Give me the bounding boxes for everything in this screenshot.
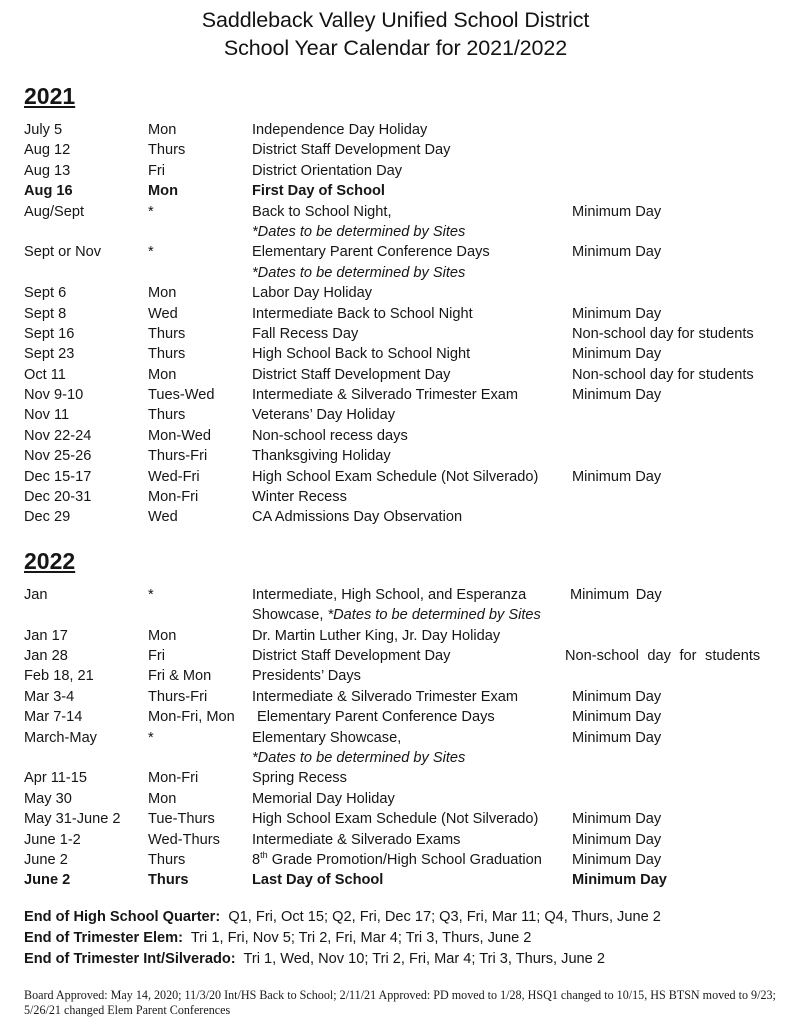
calendar-row [0,850,791,870]
row-description: Thanksgiving Holiday [252,448,391,465]
row-day: * [148,244,154,261]
row-note: Minimum Day [572,346,662,363]
row-day: Wed [148,509,178,526]
calendar-row [0,161,791,181]
row-description: Intermediate Back to School Night [252,305,473,322]
row-description: Last Day of School [252,872,384,889]
row-description: Fall Recess Day [252,325,359,342]
row-description: High School Exam Schedule (Not Silverado) [252,811,539,828]
row-description: Intermediate & Silverado Trimester Exam [252,387,519,404]
row-date: Aug 12 [24,142,71,159]
summary-value: Tri 1, Wed, Nov 10; Tri 2, Fri, Mar 4; Tri 3, Thurs, June 2 [243,950,605,967]
row-date: March-May [24,729,97,746]
row-date: Aug/Sept [24,203,85,220]
row-day: * [148,586,154,603]
row-day: Thurs [148,346,186,363]
row-day: Fri [148,647,166,664]
row-description: Spring Recess [252,770,347,787]
summary-line [24,928,791,949]
row-note: Minimum Day [570,586,662,603]
row-day: Mon-Fri, Mon [148,709,235,726]
calendar-sections [0,83,791,891]
document-title [0,0,791,62]
row-date: July 5 [24,122,63,138]
row-subnote: *Dates to be determined by Sites [252,264,466,281]
row-description: Independence Day Holiday [252,122,428,138]
row-description: CA Admissions Day Observation [252,509,463,526]
row-day: Fri & Mon [148,668,212,685]
row-description: District Staff Development Day [252,366,451,383]
row-description: High School Back to School Night [252,346,471,363]
calendar-row [0,626,791,646]
row-date: Jan [24,586,48,603]
row-day: * [148,203,154,220]
board-approval-footnote: Board Approved: May 14, 2020; 11/3/20 Int/HS Back to School; 2/11/21 Approved: PD moved to 1/28, HSQ1 changed to 10/15, HS BTSN moved to 9/23; 5/26/21 changed Elem Parent Conferences [24,988,776,1017]
title-line-2: School Year Calendar for 2021/2022 [223,36,568,60]
row-description: Intermediate & Silverado Exams [252,831,461,848]
row-date: Apr 11-15 [24,770,88,787]
year-heading-2021: 2021 [24,83,76,109]
row-date: Jan 17 [24,627,68,644]
row-day: Thurs [148,407,186,424]
calendar-row [0,487,791,507]
row-note: Minimum Day [572,203,662,220]
year-heading-2022: 2022 [24,547,76,574]
row-subnote-prefix: Showcase, [252,607,328,624]
row-date: Nov 11 [24,407,70,424]
row-description: Elementary Parent Conference Days [257,709,495,726]
row-date: Sept 16 [24,325,75,342]
ordinal-superscript: th [260,850,268,861]
summary-value: Q1, Fri, Oct 15; Q2, Fri, Dec 17; Q3, Fri, Mar 11; Q4, Thurs, June 2 [228,908,661,925]
row-date: Dec 20-31 [24,489,92,506]
row-note: Non-school day for students [565,647,761,664]
row-date: Feb 18, 21 [24,668,94,685]
calendar-row [0,304,791,324]
row-day: Mon [148,285,177,302]
row-day: Mon [148,790,177,807]
calendar-row [0,344,791,364]
calendar-row [0,809,791,829]
row-description: Elementary Showcase, [252,729,402,746]
calendar-subrow [0,222,791,242]
row-date: Sept 6 [24,285,67,302]
row-day: Mon [148,366,177,383]
row-day: Thurs [148,325,186,342]
row-day: Thurs-Fri [148,688,208,705]
row-subnote: *Dates to be determined by Sites [252,223,466,240]
calendar-rows-2021 [0,120,791,528]
row-date: Mar 3-4 [24,688,75,705]
row-note: Minimum Day [572,872,667,889]
row-description: First Day of School [252,183,385,200]
row-day: Thurs [148,851,186,868]
row-date: June 1-2 [24,831,81,848]
calendar-row [0,830,791,850]
calendar-row [0,405,791,425]
row-description: Memorial Day Holiday [252,790,395,807]
summary-line [24,907,791,928]
row-note: Minimum Day [572,468,662,485]
calendar-row [0,728,791,748]
calendar-row [0,666,791,686]
row-description: Back to School Night, [252,203,392,220]
calendar-row [0,789,791,809]
row-description: Labor Day Holiday [252,285,373,302]
row-day: Mon-Fri [148,770,199,787]
row-date: Nov 22-24 [24,427,92,444]
row-note: Minimum Day [572,244,662,261]
row-note: Minimum Day [572,831,662,848]
row-date: June 2 [24,851,68,868]
row-day: Tue-Thurs [148,811,215,828]
row-description: Intermediate & Silverado Trimester Exam [252,688,519,705]
calendar-row [0,242,791,262]
row-date: Mar 7-14 [24,709,83,726]
row-description: District Staff Development Day [252,142,451,159]
row-day: Wed-Fri [148,468,200,485]
row-description: Veterans’ Day Holiday [252,407,396,424]
calendar-row [0,385,791,405]
row-note: Minimum Day [572,811,662,828]
row-description: Elementary Parent Conference Days [252,244,490,261]
calendar-rows-2022 [0,585,791,891]
row-day: Mon-Fri [148,489,199,506]
row-description: High School Exam Schedule (Not Silverado) [252,468,539,485]
row-day: Mon-Wed [148,427,211,444]
summary-label: End of Trimester Int/Silverado: [24,950,236,967]
calendar-row [0,687,791,707]
summary-value: Tri 1, Fri, Nov 5; Tri 2, Fri, Mar 4; Tri 3, Thurs, June 2 [190,929,532,946]
row-note: Minimum Day [572,305,662,322]
row-date: Dec 29 [24,509,71,526]
row-description: Presidents’ Days [252,668,361,685]
row-description: Dr. Martin Luther King, Jr. Day Holiday [252,627,501,644]
calendar-row [0,202,791,222]
calendar-row [0,768,791,788]
row-date: Jan 28 [24,647,68,664]
row-date: Dec 15-17 [24,468,92,485]
row-date: Aug 13 [24,162,71,179]
row-note: Non-school day for students [572,366,754,383]
row-date: Oct 11 [24,366,66,383]
calendar-subrow [0,605,791,625]
row-description: 8th Grade Promotion/High School Graduation [252,850,542,868]
calendar-row [0,120,791,140]
row-day: Fri [148,162,166,179]
row-date: Nov 25-26 [24,448,92,465]
row-note: Minimum Day [572,851,662,868]
calendar-row [0,426,791,446]
row-description: District Orientation Day [252,162,403,179]
row-description: District Staff Development Day [252,647,451,664]
row-description: Winter Recess [252,489,347,506]
calendar-row [0,467,791,487]
row-subnote [252,605,541,625]
row-day: Mon [148,122,177,138]
row-date: Sept or Nov [24,244,102,261]
row-date: Aug 16 [24,183,73,200]
row-day: * [148,729,154,746]
calendar-row [0,646,791,666]
summary-label: End of Trimester Elem: [24,929,183,946]
summary-block [0,907,791,970]
row-description: Intermediate, High School, and Esperanza [252,586,527,603]
calendar-row [0,283,791,303]
calendar-row [0,140,791,160]
calendar-subrow [0,748,791,768]
row-day: Thurs [148,142,186,159]
summary-line [24,949,791,970]
row-day: Wed [148,305,178,322]
row-date: June 2 [24,872,71,889]
row-day: Tues-Wed [148,387,215,404]
row-day: Wed-Thurs [148,831,220,848]
row-note: Non-school day for students [572,325,754,342]
row-day: Thurs-Fri [148,448,208,465]
row-day: Thurs [148,872,189,889]
row-note: Minimum Day [572,387,662,404]
row-note: Minimum Day [572,709,662,726]
calendar-row [0,181,791,201]
row-note: Minimum Day [572,729,662,746]
row-date: Nov 9-10 [24,387,84,404]
calendar-subrow [0,263,791,283]
row-description: Non-school recess days [252,427,408,444]
calendar-row [0,707,791,727]
summary-label: End of High School Quarter: [24,908,221,925]
title-line-1: Saddleback Valley Unified School District [201,8,590,32]
row-date: Sept 23 [24,346,75,363]
row-date: May 30 [24,790,72,807]
row-note: Minimum Day [572,688,662,705]
row-subnote: *Dates to be determined by Sites [252,749,466,766]
calendar-row [0,870,791,890]
row-subnote-italic: *Dates to be determined by Sites [327,607,541,624]
row-day: Mon [148,183,178,200]
calendar-row [0,324,791,344]
calendar-row [0,446,791,466]
calendar-row [0,585,791,605]
row-date: May 31-June 2 [24,811,121,828]
row-date: Sept 8 [24,305,67,322]
row-day: Mon [148,627,177,644]
calendar-row [0,365,791,385]
calendar-row [0,507,791,527]
